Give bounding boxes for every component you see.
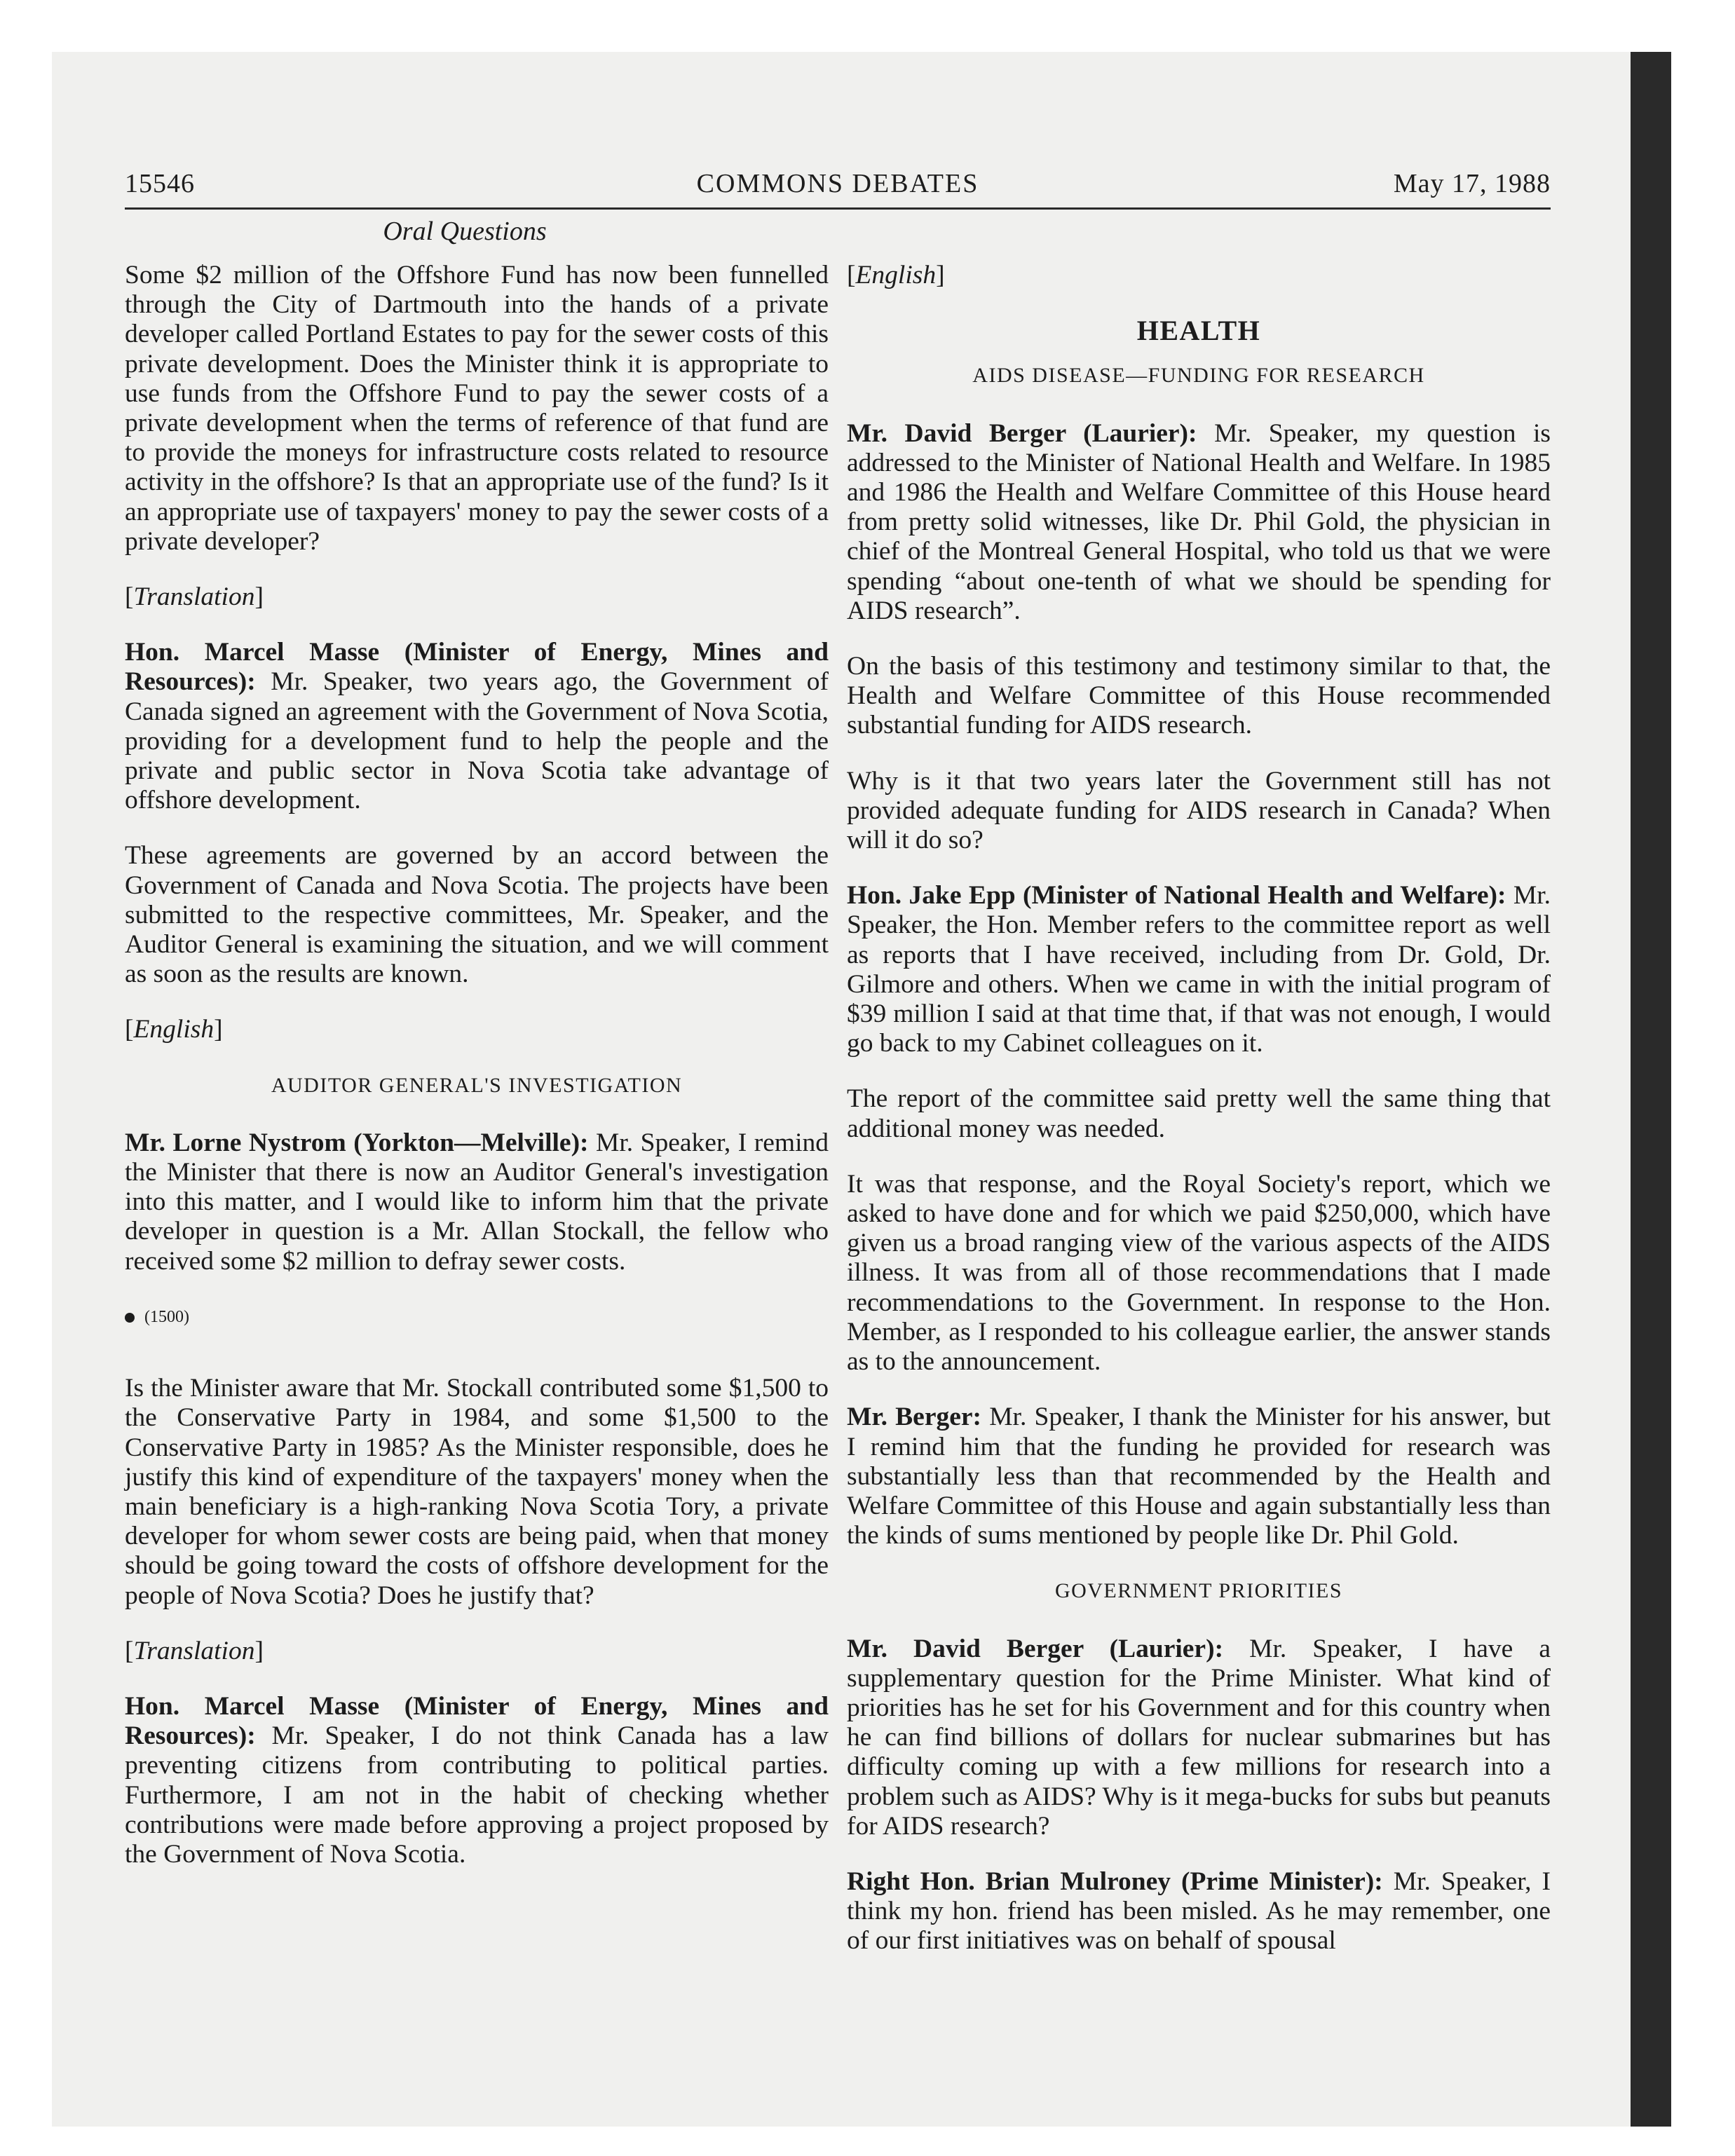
language-marker: [English] [847, 261, 945, 289]
subheading: AIDS DISEASE—FUNDING FOR RESEARCH [972, 364, 1425, 388]
speaker-name: Hon. Jake Epp (Minister of National Health and Welfare): [847, 881, 1506, 910]
subheading: AUDITOR GENERAL'S INVESTIGATION [271, 1073, 683, 1097]
speaker-name: Mr. David Berger (Laurier): [847, 418, 1197, 448]
page-number: 15546 [125, 169, 195, 198]
speaker-name: Mr. Lorne Nystrom (Yorkton—Melville): [125, 1128, 589, 1157]
speaker-name: Hon. Marcel Masse (Minister of Energy, Mines and Resources): [125, 1691, 829, 1751]
speaker-name: Hon. Marcel Masse (Minister of Energy, Mines and Resources): [125, 638, 829, 697]
speech-text: Mr. Speaker, my question is addressed to the Minister of National Health and Welfare. In 1985 and 1986 the Health and Welfare Committee of this House heard from pretty solid witnesses, like Dr. Phil Gold, the physician in chief of the Montreal General Hospital, who told us that we were spending “about one-tenth of what we should be spending for AIDS research”. [847, 418, 1551, 625]
speech-text: Mr. Speaker, I remind the Minister that there is now an Auditor General's investigation into this matter, and I would like to inform him that the private developer in question is a Mr. Allan Stockall, the fellow who received some $2 million to defray sewer costs. [125, 1128, 829, 1276]
section-heading: HEALTH [1136, 315, 1261, 347]
speech-text: Mr. Speaker, I have a supplementary question for the Prime Minister. What kind of priorities has he set for his Government and for this country when he can find billions of dollars for nuclear submarines but has difficulty coming up with a few millions for research into a problem such as AIDS? Why is it mega-bucks for subs but peanuts for AIDS research? [847, 1634, 1551, 1841]
speech [125, 638, 829, 815]
right-column [847, 261, 1551, 1956]
paragraph: It was that response, and the Royal Society's report, which we asked to have done and for which we paid $250,000, which have given us a broad ranging view of the various aspects of the AIDS illness. It was from all of those recommendations that I made recommendations to the Government. In response to the Hon. Member, as I responded to his colleague earlier, the answer stands as to the announcement. [847, 1169, 1551, 1377]
speech [847, 881, 1551, 1058]
time-marker: (1500) [125, 1302, 829, 1332]
speech [847, 1635, 1551, 1841]
speech [125, 1692, 829, 1869]
paragraph: Is the Minister aware that Mr. Stockall contributed some $1,500 to the Conservative Party in 1984, and some $1,500 to the Conservative Party in 1985? As the Minister responsible, does he justify this kind of expenditure of the taxpayers' money when the main beneficiary is a high-ranking Nova Scotia Tory, a private developer for whom sewer costs are being paid, when that money should be going toward the costs of offshore development for the people of Nova Scotia? Does he justify that? [125, 1374, 829, 1610]
speech [847, 1867, 1551, 1956]
speech [125, 1128, 829, 1276]
speech-text: Mr. Speaker, the Hon. Member refers to the committee report as well as reports that I have received, including from Dr. Gold, Dr. Gilmore and others. When we came in with the initial program of $39 million I said at that time that, if that was not enough, I would go back to my Cabinet colleagues on it. [847, 881, 1551, 1058]
speech-text: Mr. Speaker, two years ago, the Government of Canada signed an agreement with the Government of Nova Scotia, providing for a development fund to help the people and the private and public sector in Nova Scotia take advantage of offshore development. [125, 667, 829, 815]
left-column [125, 261, 829, 1895]
speaker-name: Mr. Berger: [847, 1403, 982, 1432]
speech [847, 1403, 1551, 1550]
language-marker: [Translation] [125, 1636, 264, 1665]
speaker-name: Mr. David Berger (Laurier): [847, 1634, 1224, 1663]
publication-date: May 17, 1988 [1393, 169, 1551, 198]
speaker-name: Right Hon. Brian Mulroney (Prime Minister): [847, 1867, 1383, 1896]
paragraph: The report of the committee said pretty well the same thing that additional money was needed. [847, 1084, 1551, 1143]
language-marker: [Translation] [125, 582, 264, 612]
section-label: Oral Questions [383, 217, 547, 246]
bullet-icon [125, 1313, 135, 1323]
speech-text: Mr. Speaker, I thank the Minister for his answer, but I remind him that the funding he provided for research was substantially less than that recommended by the Health and Welfare Committee of this House and again substantially less than the kinds of sums mentioned by people like Dr. Phil Gold. [847, 1403, 1551, 1550]
paragraph: On the basis of this testimony and testimony similar to that, the Health and Welfare Committee of this House recommended substantial funding for AIDS research. [847, 652, 1551, 740]
speech-text: Mr. Speaker, I think my hon. friend has been misled. As he may remember, one of our first initiatives was on behalf of spousal [847, 1867, 1551, 1956]
paragraph: Why is it that two years later the Government still has not provided adequate funding for AIDS research in Canada? When will it do so? [847, 766, 1551, 855]
speech [847, 419, 1551, 626]
subheading: GOVERNMENT PRIORITIES [1054, 1579, 1343, 1603]
scan-edge-shadow [1631, 52, 1671, 2127]
publication-title: COMMONS DEBATES [696, 169, 979, 198]
speech-text: Mr. Speaker, I do not think Canada has a law preventing citizens from contributing to political parties. Furthermore, I am not in the habit of checking whether contributions were made before approving a project proposed by the Government of Nova Scotia. [125, 1721, 829, 1869]
language-marker: [English] [125, 1015, 223, 1044]
paragraph: Some $2 million of the Offshore Fund has now been funnelled through the City of Dartmouth into the hands of a private developer called Portland Estates to pay for the sewer costs of this private development. Does the Minister think it is appropriate to use funds from the Offshore Fund to pay the sewer costs of a private development when the terms of reference of that fund are to provide the moneys for infrastructure costs related to resource activity in the offshore? Is that an appropriate use of the fund? Is it an appropriate use of taxpayers' money to pay the sewer costs of a private developer? [125, 261, 829, 556]
running-header [125, 168, 1551, 210]
paragraph: These agreements are governed by an accord between the Government of Canada and Nova Scotia. The projects have been submitted to the respective committees, Mr. Speaker, and the Auditor General is examining the situation, and we will comment as soon as the results are known. [125, 841, 829, 989]
